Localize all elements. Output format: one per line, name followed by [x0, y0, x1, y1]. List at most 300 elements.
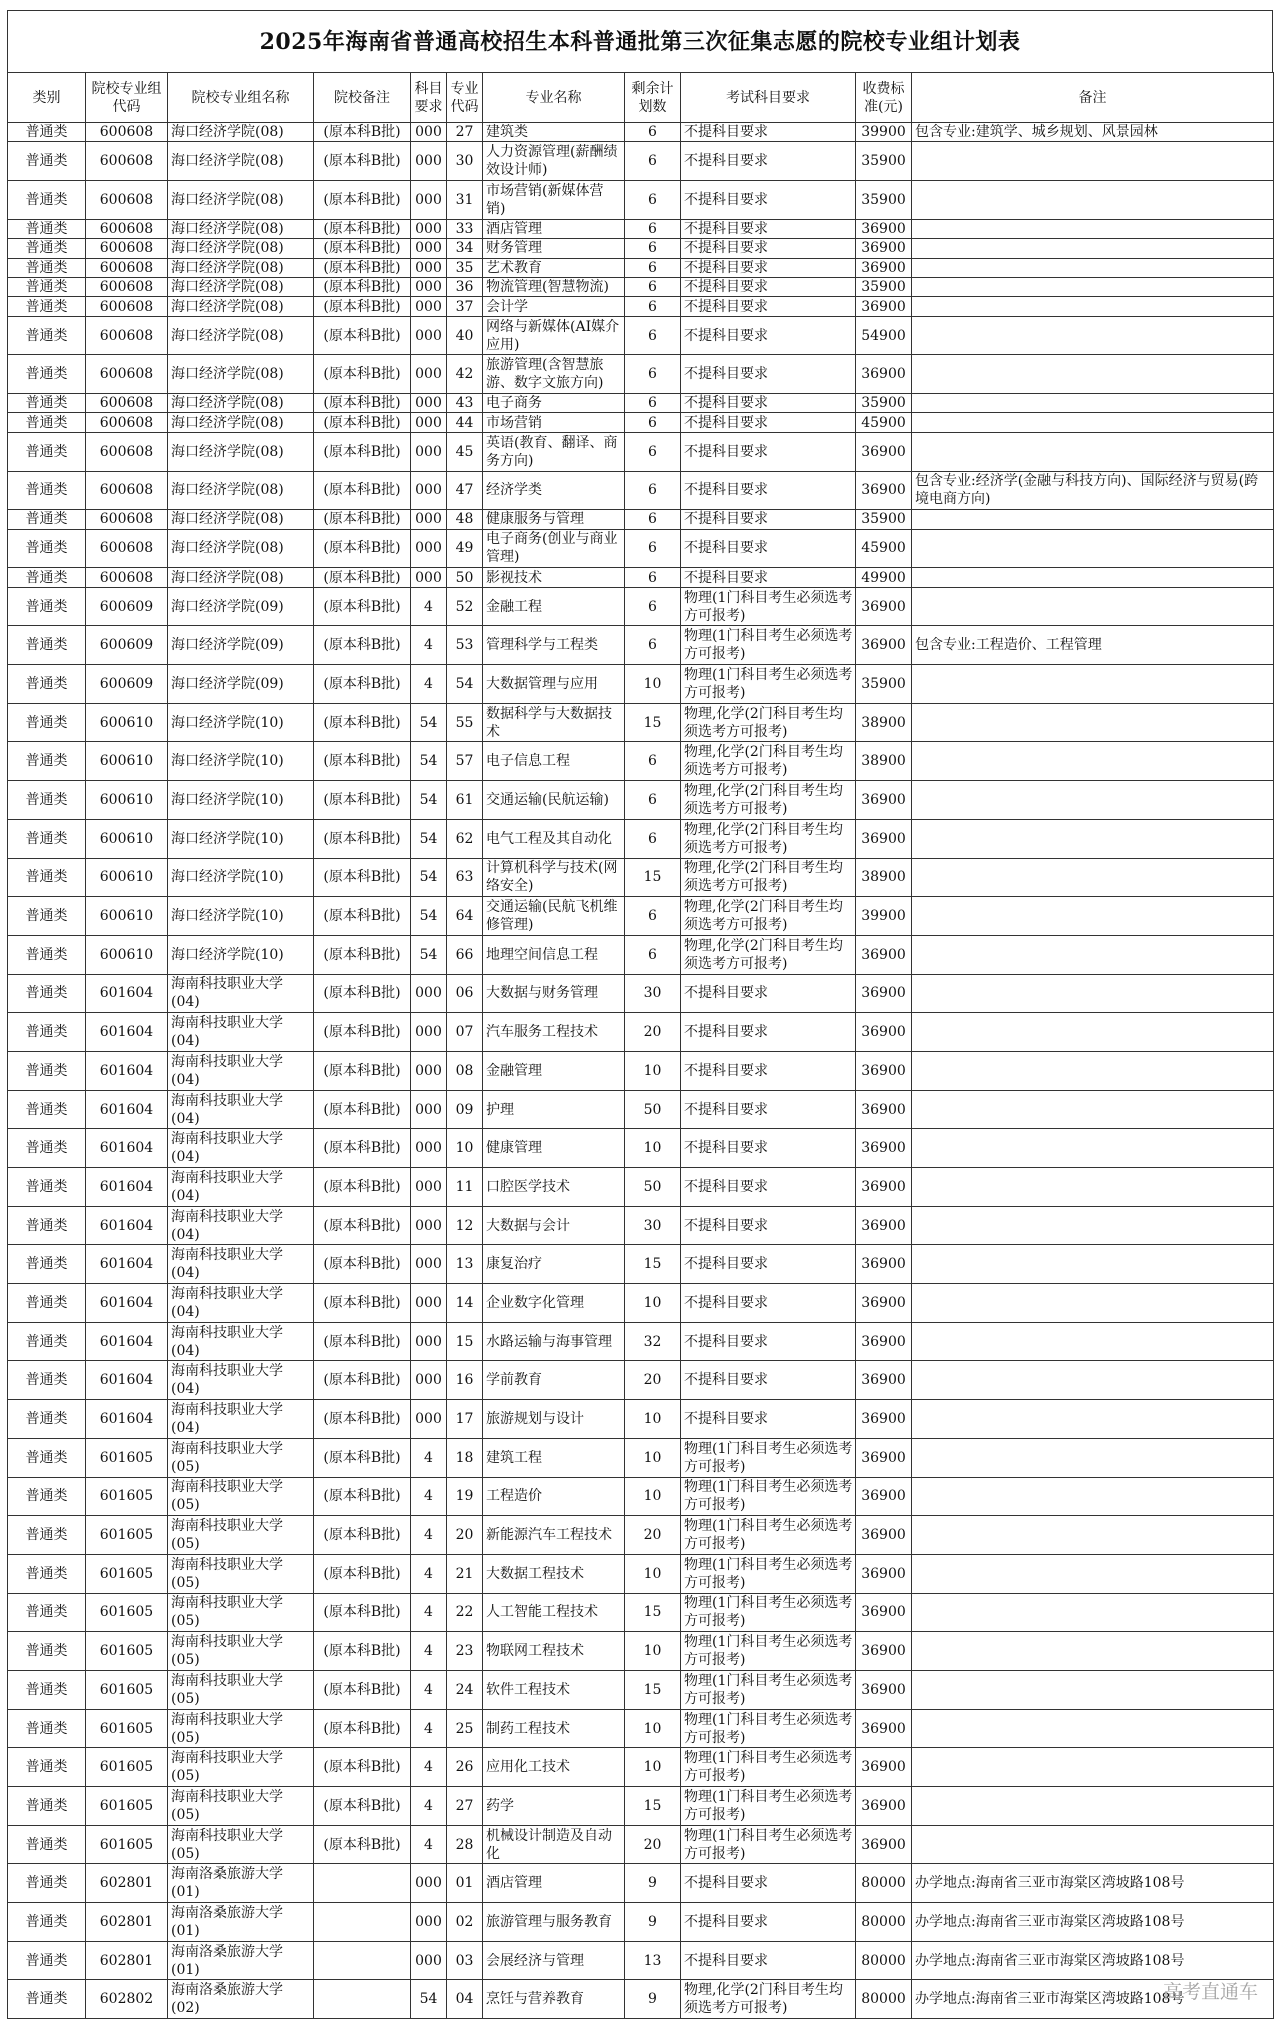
cell-remark	[912, 568, 1274, 587]
cell-group-name: 海南科技职业大学(05)	[168, 1516, 314, 1555]
table-header-row	[8, 73, 1274, 123]
header-fee: 收费标准(元)	[856, 73, 912, 123]
cell-school-note: (原本科B批)	[314, 1013, 411, 1052]
cell-category: 普通类	[8, 413, 86, 432]
cell-subject-req: 4	[411, 1516, 447, 1555]
cell-subject-req: 000	[411, 355, 447, 394]
cell-fee: 36900	[856, 432, 912, 471]
cell-fee: 39900	[856, 897, 912, 936]
cell-group-name: 海南科技职业大学(05)	[168, 1709, 314, 1748]
cell-group-name: 海口经济学院(10)	[168, 742, 314, 781]
cell-group-name: 海南洛桑旅游大学(01)	[168, 1903, 314, 1942]
cell-category: 普通类	[8, 781, 86, 820]
cell-subject-req: 4	[411, 1787, 447, 1826]
cell-category: 普通类	[8, 394, 86, 413]
cell-remaining: 15	[625, 1245, 681, 1284]
cell-exam-req: 不提科目要求	[681, 1361, 856, 1400]
cell-major-code: 33	[447, 219, 483, 238]
cell-group-name: 海南科技职业大学(05)	[168, 1787, 314, 1826]
cell-major-name: 学前教育	[483, 1361, 625, 1400]
cell-remark	[912, 1129, 1274, 1168]
cell-major-code: 27	[447, 123, 483, 142]
cell-fee: 35900	[856, 665, 912, 704]
table-row	[8, 819, 1274, 858]
cell-group-name: 海口经济学院(09)	[168, 626, 314, 665]
cell-exam-req: 不提科目要求	[681, 355, 856, 394]
page-title: 2025年海南省普通高校招生本科普通批第三次征集志愿的院校专业组计划表	[7, 10, 1273, 72]
cell-fee: 80000	[856, 1941, 912, 1980]
cell-fee: 36900	[856, 1090, 912, 1129]
cell-subject-req: 4	[411, 1670, 447, 1709]
cell-category: 普通类	[8, 1941, 86, 1980]
cell-subject-req: 000	[411, 1284, 447, 1323]
table-row	[8, 587, 1274, 626]
cell-exam-req: 不提科目要求	[681, 471, 856, 510]
cell-school-note: (原本科B批)	[314, 935, 411, 974]
cell-remark	[912, 1632, 1274, 1671]
cell-school-note: (原本科B批)	[314, 355, 411, 394]
table-row	[8, 239, 1274, 258]
cell-major-name: 汽车服务工程技术	[483, 1013, 625, 1052]
header-major-code: 专业代码	[447, 73, 483, 123]
cell-remark	[912, 1438, 1274, 1477]
cell-major-name: 大数据工程技术	[483, 1554, 625, 1593]
cell-subject-req: 000	[411, 1245, 447, 1284]
cell-remark	[912, 935, 1274, 974]
cell-major-code: 11	[447, 1168, 483, 1207]
cell-remaining: 15	[625, 1787, 681, 1826]
cell-exam-req: 物理(1门科目考生必须选考方可报考)	[681, 1554, 856, 1593]
cell-category: 普通类	[8, 897, 86, 936]
cell-remark	[912, 1748, 1274, 1787]
cell-group-code: 600610	[86, 858, 168, 897]
cell-school-note: (原本科B批)	[314, 587, 411, 626]
cell-remark	[912, 432, 1274, 471]
cell-subject-req: 54	[411, 1980, 447, 2019]
cell-remark	[912, 316, 1274, 355]
cell-exam-req: 物理(1门科目考生必须选考方可报考)	[681, 1748, 856, 1787]
table-row	[8, 1284, 1274, 1323]
cell-remaining: 6	[625, 297, 681, 316]
header-remaining: 剩余计划数	[625, 73, 681, 123]
cell-remaining: 6	[625, 413, 681, 432]
table-row	[8, 1051, 1274, 1090]
cell-remaining: 10	[625, 1438, 681, 1477]
cell-category: 普通类	[8, 1090, 86, 1129]
cell-remark: 办学地点:海南省三亚市海棠区湾坡路108号	[912, 1941, 1274, 1980]
cell-remaining: 6	[625, 239, 681, 258]
cell-exam-req: 不提科目要求	[681, 239, 856, 258]
header-school-note: 院校备注	[314, 73, 411, 123]
cell-major-name: 大数据管理与应用	[483, 665, 625, 704]
cell-subject-req: 000	[411, 1168, 447, 1207]
cell-group-code: 600608	[86, 413, 168, 432]
cell-major-code: 28	[447, 1825, 483, 1864]
cell-major-code: 63	[447, 858, 483, 897]
cell-major-code: 21	[447, 1554, 483, 1593]
cell-remaining: 20	[625, 1361, 681, 1400]
cell-group-name: 海南科技职业大学(04)	[168, 1051, 314, 1090]
cell-fee: 35900	[856, 277, 912, 296]
cell-group-code: 601605	[86, 1670, 168, 1709]
cell-fee: 36900	[856, 239, 912, 258]
cell-group-code: 601604	[86, 974, 168, 1013]
cell-remaining: 6	[625, 742, 681, 781]
cell-subject-req: 4	[411, 1554, 447, 1593]
cell-group-name: 海口经济学院(10)	[168, 703, 314, 742]
cell-category: 普通类	[8, 239, 86, 258]
table-row	[8, 665, 1274, 704]
cell-category: 普通类	[8, 277, 86, 296]
table-row	[8, 626, 1274, 665]
cell-major-code: 19	[447, 1477, 483, 1516]
cell-remaining: 6	[625, 781, 681, 820]
cell-exam-req: 不提科目要求	[681, 432, 856, 471]
cell-school-note: (原本科B批)	[314, 142, 411, 181]
cell-remaining: 6	[625, 394, 681, 413]
cell-major-name: 交通运输(民航运输)	[483, 781, 625, 820]
cell-remark	[912, 413, 1274, 432]
cell-major-name: 金融管理	[483, 1051, 625, 1090]
cell-major-code: 48	[447, 510, 483, 529]
header-category: 类别	[8, 73, 86, 123]
cell-remaining: 20	[625, 1825, 681, 1864]
cell-remark: 包含专业:经济学(金融与科技方向)、国际经济与贸易(跨境电商方向)	[912, 471, 1274, 510]
cell-category: 普通类	[8, 142, 86, 181]
cell-group-code: 600610	[86, 819, 168, 858]
cell-remark	[912, 510, 1274, 529]
cell-category: 普通类	[8, 1593, 86, 1632]
cell-fee: 36900	[856, 935, 912, 974]
cell-major-name: 计算机科学与技术(网络安全)	[483, 858, 625, 897]
cell-remaining: 10	[625, 1477, 681, 1516]
cell-fee: 39900	[856, 123, 912, 142]
cell-major-code: 64	[447, 897, 483, 936]
cell-remark: 办学地点:海南省三亚市海棠区湾坡路108号	[912, 1980, 1274, 2019]
cell-remaining: 30	[625, 974, 681, 1013]
cell-remaining: 50	[625, 1168, 681, 1207]
cell-subject-req: 000	[411, 181, 447, 220]
cell-category: 普通类	[8, 1245, 86, 1284]
cell-group-code: 601605	[86, 1477, 168, 1516]
cell-group-name: 海南科技职业大学(05)	[168, 1670, 314, 1709]
cell-major-code: 34	[447, 239, 483, 258]
header-remark: 备注	[912, 73, 1274, 123]
cell-remark	[912, 239, 1274, 258]
cell-school-note: (原本科B批)	[314, 1361, 411, 1400]
cell-major-code: 10	[447, 1129, 483, 1168]
cell-exam-req: 不提科目要求	[681, 1284, 856, 1323]
cell-remark	[912, 1477, 1274, 1516]
cell-major-code: 44	[447, 413, 483, 432]
cell-major-name: 电子信息工程	[483, 742, 625, 781]
table-row	[8, 258, 1274, 277]
cell-major-name: 酒店管理	[483, 219, 625, 238]
cell-category: 普通类	[8, 297, 86, 316]
cell-exam-req: 物理,化学(2门科目考生均须选考方可报考)	[681, 897, 856, 936]
cell-exam-req: 不提科目要求	[681, 1129, 856, 1168]
cell-fee: 36900	[856, 781, 912, 820]
cell-group-code: 600608	[86, 277, 168, 296]
cell-school-note: (原本科B批)	[314, 297, 411, 316]
table-row	[8, 1361, 1274, 1400]
cell-major-code: 52	[447, 587, 483, 626]
cell-remaining: 6	[625, 587, 681, 626]
cell-remark	[912, 1554, 1274, 1593]
cell-group-code: 600608	[86, 239, 168, 258]
table-row	[8, 1903, 1274, 1942]
cell-group-code: 602801	[86, 1903, 168, 1942]
cell-remaining: 6	[625, 219, 681, 238]
cell-group-code: 602801	[86, 1941, 168, 1980]
cell-major-name: 经济学类	[483, 471, 625, 510]
cell-fee: 35900	[856, 181, 912, 220]
cell-category: 普通类	[8, 1670, 86, 1709]
cell-fee: 36900	[856, 1322, 912, 1361]
cell-group-name: 海南科技职业大学(04)	[168, 974, 314, 1013]
cell-remark	[912, 742, 1274, 781]
cell-subject-req: 000	[411, 510, 447, 529]
cell-group-name: 海口经济学院(08)	[168, 413, 314, 432]
cell-group-name: 海南科技职业大学(04)	[168, 1090, 314, 1129]
cell-group-code: 600608	[86, 181, 168, 220]
cell-major-name: 大数据与财务管理	[483, 974, 625, 1013]
table-row	[8, 297, 1274, 316]
cell-subject-req: 000	[411, 1322, 447, 1361]
cell-exam-req: 不提科目要求	[681, 219, 856, 238]
cell-group-name: 海南科技职业大学(05)	[168, 1554, 314, 1593]
cell-major-code: 50	[447, 568, 483, 587]
cell-fee: 80000	[856, 1864, 912, 1903]
cell-major-name: 健康服务与管理	[483, 510, 625, 529]
cell-exam-req: 不提科目要求	[681, 568, 856, 587]
cell-group-code: 601604	[86, 1361, 168, 1400]
cell-category: 普通类	[8, 819, 86, 858]
cell-fee: 36900	[856, 1129, 912, 1168]
cell-exam-req: 不提科目要求	[681, 510, 856, 529]
cell-remark	[912, 1593, 1274, 1632]
cell-exam-req: 不提科目要求	[681, 1941, 856, 1980]
cell-fee: 36900	[856, 219, 912, 238]
table-row	[8, 1090, 1274, 1129]
cell-exam-req: 不提科目要求	[681, 1245, 856, 1284]
cell-school-note: (原本科B批)	[314, 1670, 411, 1709]
header-group-code: 院校专业组代码	[86, 73, 168, 123]
cell-remark	[912, 819, 1274, 858]
cell-remark: 办学地点:海南省三亚市海棠区湾坡路108号	[912, 1903, 1274, 1942]
cell-category: 普通类	[8, 258, 86, 277]
table-row	[8, 1787, 1274, 1826]
cell-group-name: 海口经济学院(10)	[168, 858, 314, 897]
cell-fee: 80000	[856, 1980, 912, 2019]
cell-major-code: 53	[447, 626, 483, 665]
cell-school-note: (原本科B批)	[314, 1129, 411, 1168]
cell-group-name: 海南洛桑旅游大学(01)	[168, 1864, 314, 1903]
cell-major-code: 47	[447, 471, 483, 510]
cell-group-code: 601605	[86, 1438, 168, 1477]
cell-category: 普通类	[8, 1013, 86, 1052]
cell-group-code: 601604	[86, 1284, 168, 1323]
cell-major-code: 57	[447, 742, 483, 781]
cell-remark	[912, 1245, 1274, 1284]
cell-fee: 36900	[856, 355, 912, 394]
cell-group-name: 海口经济学院(08)	[168, 394, 314, 413]
cell-major-code: 54	[447, 665, 483, 704]
cell-major-name: 制药工程技术	[483, 1709, 625, 1748]
cell-group-code: 600608	[86, 568, 168, 587]
cell-exam-req: 物理(1门科目考生必须选考方可报考)	[681, 1438, 856, 1477]
cell-subject-req: 000	[411, 413, 447, 432]
cell-fee: 36900	[856, 1400, 912, 1439]
cell-group-name: 海口经济学院(08)	[168, 219, 314, 238]
cell-school-note: (原本科B批)	[314, 1438, 411, 1477]
cell-remark	[912, 781, 1274, 820]
cell-remaining: 15	[625, 1593, 681, 1632]
cell-group-code: 600609	[86, 626, 168, 665]
cell-school-note: (原本科B批)	[314, 277, 411, 296]
cell-exam-req: 物理(1门科目考生必须选考方可报考)	[681, 1670, 856, 1709]
cell-group-code: 601604	[86, 1013, 168, 1052]
cell-fee: 45900	[856, 529, 912, 568]
cell-remark	[912, 1361, 1274, 1400]
cell-subject-req: 4	[411, 587, 447, 626]
cell-major-code: 08	[447, 1051, 483, 1090]
cell-category: 普通类	[8, 1903, 86, 1942]
cell-remaining: 50	[625, 1090, 681, 1129]
cell-fee: 36900	[856, 1516, 912, 1555]
table-row	[8, 1632, 1274, 1671]
table-row	[8, 742, 1274, 781]
cell-group-name: 海口经济学院(08)	[168, 529, 314, 568]
cell-major-name: 电子商务	[483, 394, 625, 413]
table-body	[8, 123, 1274, 2019]
cell-category: 普通类	[8, 1129, 86, 1168]
cell-category: 普通类	[8, 1322, 86, 1361]
cell-subject-req: 000	[411, 1400, 447, 1439]
cell-group-code: 600609	[86, 587, 168, 626]
cell-fee: 36900	[856, 297, 912, 316]
cell-remaining: 20	[625, 1013, 681, 1052]
cell-fee: 36900	[856, 1245, 912, 1284]
table-row	[8, 316, 1274, 355]
cell-fee: 36900	[856, 974, 912, 1013]
cell-group-name: 海口经济学院(08)	[168, 471, 314, 510]
cell-group-name: 海南科技职业大学(05)	[168, 1438, 314, 1477]
cell-major-code: 18	[447, 1438, 483, 1477]
cell-remaining: 6	[625, 529, 681, 568]
header-group-name: 院校专业组名称	[168, 73, 314, 123]
cell-subject-req: 000	[411, 1903, 447, 1942]
cell-remaining: 30	[625, 1206, 681, 1245]
cell-fee: 36900	[856, 1670, 912, 1709]
cell-remaining: 6	[625, 355, 681, 394]
cell-school-note: (原本科B批)	[314, 510, 411, 529]
cell-category: 普通类	[8, 703, 86, 742]
cell-category: 普通类	[8, 1787, 86, 1826]
cell-exam-req: 不提科目要求	[681, 258, 856, 277]
cell-major-name: 新能源汽车工程技术	[483, 1516, 625, 1555]
cell-subject-req: 000	[411, 1090, 447, 1129]
cell-group-code: 601605	[86, 1632, 168, 1671]
cell-remaining: 6	[625, 181, 681, 220]
cell-remaining: 15	[625, 858, 681, 897]
cell-exam-req: 不提科目要求	[681, 413, 856, 432]
table-row	[8, 1941, 1274, 1980]
cell-subject-req: 000	[411, 974, 447, 1013]
cell-subject-req: 000	[411, 1941, 447, 1980]
cell-subject-req: 4	[411, 1438, 447, 1477]
cell-major-code: 15	[447, 1322, 483, 1361]
cell-exam-req: 不提科目要求	[681, 529, 856, 568]
cell-remark	[912, 355, 1274, 394]
cell-remaining: 9	[625, 1903, 681, 1942]
cell-remaining: 10	[625, 1051, 681, 1090]
table-row	[8, 355, 1274, 394]
cell-major-code: 31	[447, 181, 483, 220]
cell-major-name: 药学	[483, 1787, 625, 1826]
cell-exam-req: 物理,化学(2门科目考生均须选考方可报考)	[681, 742, 856, 781]
cell-category: 普通类	[8, 432, 86, 471]
cell-remark	[912, 1051, 1274, 1090]
cell-remark	[912, 277, 1274, 296]
cell-subject-req: 000	[411, 1129, 447, 1168]
cell-major-name: 烹饪与营养教育	[483, 1980, 625, 2019]
table-row	[8, 1245, 1274, 1284]
table-row	[8, 413, 1274, 432]
cell-major-code: 36	[447, 277, 483, 296]
cell-school-note: (原本科B批)	[314, 1245, 411, 1284]
cell-remark	[912, 258, 1274, 277]
cell-school-note: (原本科B批)	[314, 1051, 411, 1090]
table-row	[8, 394, 1274, 413]
cell-major-name: 护理	[483, 1090, 625, 1129]
cell-group-code: 601604	[86, 1051, 168, 1090]
cell-group-code: 601604	[86, 1129, 168, 1168]
cell-group-name: 海口经济学院(08)	[168, 568, 314, 587]
cell-group-code: 602802	[86, 1980, 168, 2019]
cell-fee: 36900	[856, 1593, 912, 1632]
cell-school-note: (原本科B批)	[314, 858, 411, 897]
cell-remark	[912, 1825, 1274, 1864]
cell-subject-req: 000	[411, 123, 447, 142]
cell-group-code: 600610	[86, 781, 168, 820]
cell-subject-req: 000	[411, 239, 447, 258]
cell-school-note: (原本科B批)	[314, 1632, 411, 1671]
cell-fee: 36900	[856, 1748, 912, 1787]
cell-major-name: 电气工程及其自动化	[483, 819, 625, 858]
cell-group-code: 600610	[86, 897, 168, 936]
cell-school-note: (原本科B批)	[314, 471, 411, 510]
cell-major-code: 20	[447, 1516, 483, 1555]
cell-group-name: 海南科技职业大学(04)	[168, 1361, 314, 1400]
cell-major-name: 口腔医学技术	[483, 1168, 625, 1207]
cell-exam-req: 物理(1门科目考生必须选考方可报考)	[681, 1825, 856, 1864]
cell-group-name: 海口经济学院(08)	[168, 510, 314, 529]
cell-group-code: 600610	[86, 935, 168, 974]
cell-remaining: 6	[625, 123, 681, 142]
cell-remark	[912, 587, 1274, 626]
cell-subject-req: 54	[411, 935, 447, 974]
cell-subject-req: 4	[411, 1709, 447, 1748]
cell-school-note: (原本科B批)	[314, 665, 411, 704]
cell-school-note: (原本科B批)	[314, 1787, 411, 1826]
cell-remark: 包含专业:建筑学、城乡规划、风景园林	[912, 123, 1274, 142]
cell-remark	[912, 181, 1274, 220]
cell-exam-req: 不提科目要求	[681, 1903, 856, 1942]
cell-exam-req: 不提科目要求	[681, 1051, 856, 1090]
cell-exam-req: 不提科目要求	[681, 1168, 856, 1207]
cell-group-code: 600608	[86, 258, 168, 277]
